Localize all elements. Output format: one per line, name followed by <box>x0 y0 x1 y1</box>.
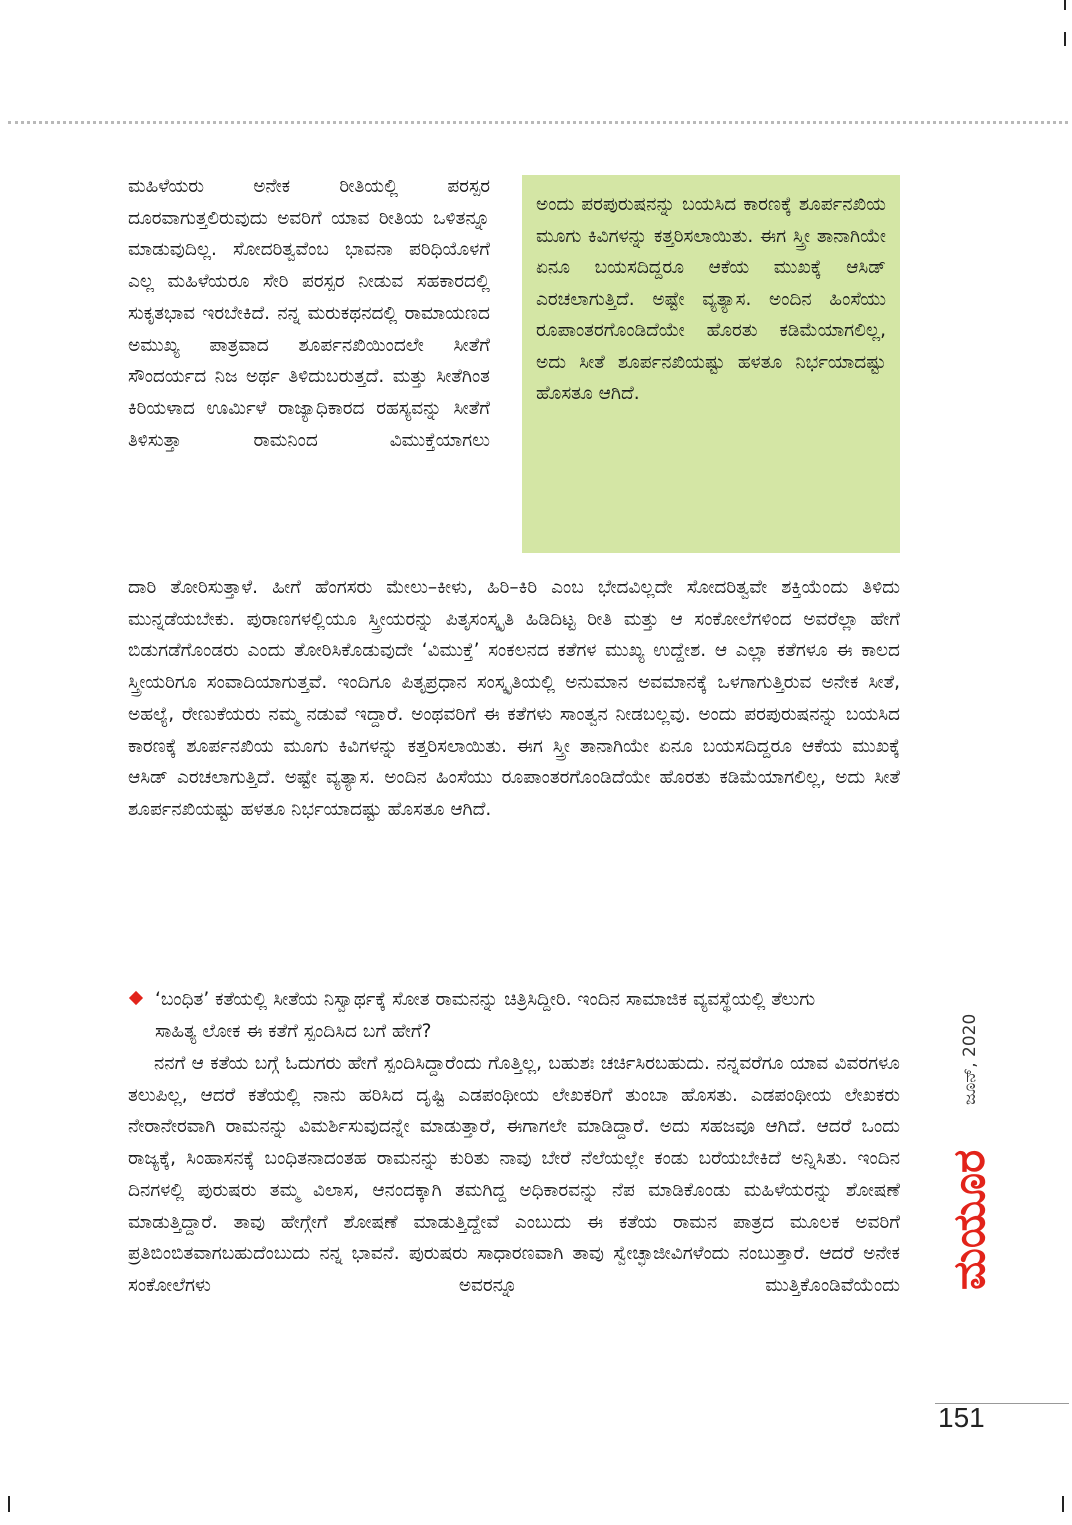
article-paragraph-full: ದಾರಿ ತೋರಿಸುತ್ತಾಳೆ. ಹೀಗೆ ಹೆಂಗಸರು ಮೇಲು–ಕೀಳು, ಹಿರಿ–ಕಿರಿ ಎಂಬ ಭೇದವಿಲ್ಲದೇ ಸೋದರಿತ್ವವೇ ಶಕ್ತಿಯೆಂದು ತಿಳಿದು ಮುನ್ನಡೆಯಬೇಕು. ಪುರಾಣಗಳಲ್ಲಿಯೂ ಸ್ತ್ರೀಯರನ್ನು ಪಿತೃಸಂಸ್ಕೃತಿ ಹಿಡಿದಿಟ್ಟ ರೀತಿ ಮತ್ತು ಆ ಸಂಕೋಲೆಗಳಿಂದ ಅವರೆಲ್ಲಾ ಹೇಗೆ ಬಿಡುಗಡೆಗೊಂಡರು ಎಂದು ತೋರಿಸಿಕೊಡುವುದೇ ‘ವಿಮುಕ್ತೆ’ ಸಂಕಲನದ ಕತೆಗಳ ಮುಖ್ಯ ಉದ್ದೇಶ. ಆ ಎಲ್ಲಾ ಕತೆಗಳೂ ಈ ಕಾಲದ ಸ್ತ್ರೀಯರಿಗೂ ಸಂವಾದಿಯಾಗುತ್ತವೆ. ಇಂದಿಗೂ ಪಿತೃಪ್ರಧಾನ ಸಂಸ್ಕೃತಿಯಲ್ಲಿ ಅನುಮಾನ ಅವಮಾನಕ್ಕೆ ಒಳಗಾಗುತ್ತಿರುವ ಅನೇಕ ಸೀತೆ, ಅಹಲ್ಯೆ, ರೇಣುಕೆಯರು ನಮ್ಮ ನಡುವೆ ಇದ್ದಾರೆ. ಅಂಥವರಿಗೆ ಈ ಕತೆಗಳು ಸಾಂತ್ವನ ನೀಡಬಲ್ಲವು. ಅಂದು ಪರಪುರುಷನನ್ನು ಬಯಸಿದ ಕಾರಣಕ್ಕೆ ಶೂರ್ಪನಖಿಯ ಮೂಗು ಕಿವಿಗಳನ್ನು ಕತ್ತರಿಸಲಾಯಿತು. ಈಗ ಸ್ತ್ರೀ ತಾನಾಗಿಯೇ ಏನೂ ಬಯಸದಿದ್ದರೂ ಆಕೆಯ ಮುಖಕ್ಕೆ ಆಸಿಡ್ ಎರಚಲಾಗುತ್ತಿದೆ. ಅಷ್ಟೇ ವ್ಯತ್ಯಾಸ. ಅಂದಿನ ಹಿಂಸೆಯು ರೂಪಾಂತರಗೊಂಡಿದೆಯೇ ಹೊರತು ಕಡಿಮೆಯಾಗಲಿಲ್ಲ, ಅದು ಸೀತೆ ಶೂರ್ಪನಖಿಯಷ್ಟು ಹಳತೂ ನಿರ್ಭಯಾದಷ್ಟು ಹೊಸತೂ ಆಗಿದೆ. <box>128 577 900 820</box>
crop-mark <box>8 1496 10 1512</box>
crop-mark <box>1062 1496 1064 1512</box>
interview-question: ‘ಬಂಧಿತ’ ಕತೆಯಲ್ಲಿ ಸೀತೆಯ ನಿಸ್ವಾರ್ಥಕ್ಕೆ ಸೋತ ರಾಮನನ್ನು ಚಿತ್ರಿಸಿದ್ದೀರಿ. ಇಂದಿನ ಸಾಮಾಜಿಕ ವ್ಯವಸ್ಥೆಯಲ್ಲಿ ತೆಲುಗು ಸಾಹಿತ್ಯ ಲೋಕ ಈ ಕತೆಗೆ ಸ್ಪಂದಿಸಿದ ಬಗೆ ಹೇಗೆ? <box>155 989 816 1042</box>
crop-mark <box>1064 32 1066 46</box>
interview-answer: ನನಗೆ ಆ ಕತೆಯ ಬಗ್ಗೆ ಓದುಗರು ಹೇಗೆ ಸ್ಪಂದಿಸಿದ್ದಾರೆಂದು ಗೊತ್ತಿಲ್ಲ, ಬಹುಶಃ ಚರ್ಚಿಸಿರಬಹುದು. ನನ್ನವರೆಗೂ ಯಾವ ವಿವರಗಳೂ ತಲುಪಿಲ್ಲ, ಆದರೆ ಕತೆಯಲ್ಲಿ ನಾನು ಹರಿಸಿದ ದೃಷ್ಟಿ ಎಡಪಂಥೀಯ ಲೇಖಕರಿಗೆ ತುಂಬಾ ಹೊಸತು. ಎಡಪಂಥೀಯ ಲೇಖಕರು ನೇರಾನೇರವಾಗಿ ರಾಮನನ್ನು ವಿಮರ್ಶಿಸುವುದನ್ನೇ ಮಾಡುತ್ತಾರೆ, ಈಗಾಗಲೇ ಮಾಡಿದ್ದಾರೆ. ಅದು ಸಹಜವೂ ಆಗಿದೆ. ಆದರೆ ಒಂದು ರಾಜ್ಯಕ್ಕೆ, ಸಿಂಹಾಸನಕ್ಕೆ ಬಂಧಿತನಾದಂತಹ ರಾಮನನ್ನು ಕುರಿತು ನಾವು ಬೇರೆ ನೆಲೆಯಲ್ಲೇ ಕಂಡು ಬರೆಯಬೇಕಿದೆ ಅನ್ನಿಸಿತು. ಇಂದಿನ ದಿನಗಳಲ್ಲಿ ಪುರುಷರು ತಮ್ಮ ವಿಲಾಸ, ಆನಂದಕ್ಕಾಗಿ ತಮಗಿದ್ದ ಅಧಿಕಾರವನ್ನು ನೆಪ ಮಾಡಿಕೊಂಡು ಮಹಿಳೆಯರನ್ನು ಶೋಷಣೆ ಮಾಡುತ್ತಿದ್ದಾರೆ. ತಾವು ಹೇಗ್ಗೇಗೆ ಶೋಷಣೆ ಮಾಡುತ್ತಿದ್ದೇವೆ ಎಂಬುದು ಈ ಕತೆಯ ರಾಮನ ಪಾತ್ರದ ಮೂಲಕ ಅವರಿಗೆ ಪ್ರತಿಬಿಂಬಿತವಾಗಬಹುದೆಂಬುದು ನನ್ನ ಭಾವನೆ. ಪುರುಷರು ಸಾಧಾರಣವಾಗಿ ತಾವು ಸ್ವೇಚ್ಛಾಜೀವಿಗಳೆಂದು ನಂಬುತ್ತಾರೆ. ಆದರೆ ಅನೇಕ ಸಂಕೋಲೆಗಳು ಅವರನ್ನೂ ಮುತ್ತಿಕೊಂಡಿವೆಯೆಂದು <box>128 1053 900 1296</box>
pull-quote-box <box>522 175 900 553</box>
magazine-logo: ಮಯೂರ <box>944 1149 995 1290</box>
article-paragraph-left: ಮಹಿಳೆಯರು ಅನೇಕ ರೀತಿಯಲ್ಲಿ ಪರಸ್ಪರ ದೂರವಾಗುತ್ತಲಿರುವುದು ಅವರಿಗೆ ಯಾವ ರೀತಿಯ ಒಳಿತನ್ನೂ ಮಾಡುವುದಿಲ್ಲ. ಸೋದರಿತ್ವವೆಂಬ ಭಾವನಾ ಪರಿಧಿಯೊಳಗೆ ಎಲ್ಲ ಮಹಿಳೆಯರೂ ಸೇರಿ ಪರಸ್ಪರ ನೀಡುವ ಸಹಕಾರದಲ್ಲಿ ಸುಕೃತಭಾವ ಇರಬೇಕಿದೆ. ನನ್ನ ಮರುಕಥನದಲ್ಲಿ ರಾಮಾಯಣದ ಅಮುಖ್ಯ ಪಾತ್ರವಾದ ಶೂರ್ಪನಖಿಯಿಂದಲೇ ಸೀತೆಗೆ ಸೌಂದರ್ಯದ ನಿಜ ಅರ್ಥ ತಿಳಿದುಬರುತ್ತದೆ. ಮತ್ತು ಸೀತೆಗಿಂತ ಕಿರಿಯಳಾದ ಊರ್ಮಿಳೆ ರಾಜ್ಯಾಧಿಕಾರದ ರಹಸ್ಯವನ್ನು ಸೀತೆಗೆ ತಿಳಿಸುತ್ತಾ ರಾಮನಿಂದ ವಿಮುಕ್ತೆಯಾಗಲು <box>128 176 490 451</box>
page-number: 151 <box>938 1402 985 1433</box>
issue-date: ಜೂನ್, 2020 <box>960 1013 980 1105</box>
red-diamond-icon <box>129 991 143 1005</box>
pull-quote-text: ಅಂದು ಪರಪುರುಷನನ್ನು ಬಯಸಿದ ಕಾರಣಕ್ಕೆ ಶೂರ್ಪನಖಿಯ ಮೂಗು ಕಿವಿಗಳನ್ನು ಕತ್ತರಿಸಲಾಯಿತು. ಈಗ ಸ್ತ್ರೀ ತಾನಾಗಿಯೇ ಏನೂ ಬಯಸದಿದ್ದರೂ ಆಕೆಯ ಮುಖಕ್ಕೆ ಆಸಿಡ್ ಎರಚಲಾಗುತ್ತಿದೆ. ಅಷ್ಟೇ ವ್ಯತ್ಯಾಸ. ಅಂದಿನ ಹಿಂಸೆಯು ರೂಪಾಂತರಗೊಂಡಿದೆಯೇ ಹೊರತು ಕಡಿಮೆಯಾಗಲಿಲ್ಲ, ಅದು ಸೀತೆ ಶೂರ್ಪನಖಿಯಷ್ಟು ಹಳತೂ ನಿರ್ಭಯಾದಷ್ಟು ಹೊಸತೂ ಆಗಿದೆ. <box>536 194 886 404</box>
crop-mark <box>1064 0 1066 10</box>
dotted-rule <box>8 121 1068 124</box>
